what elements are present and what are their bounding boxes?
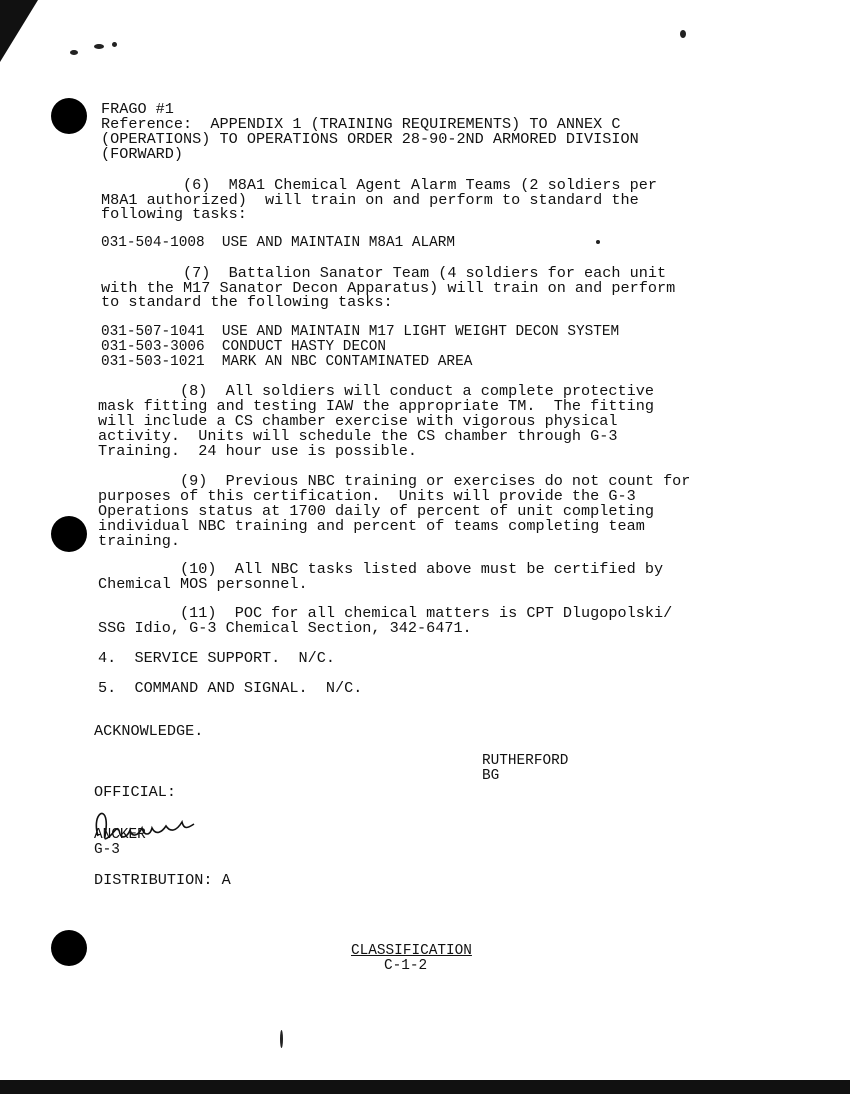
paragraph-line: will include a CS chamber exercise with vigorous physical (98, 412, 618, 430)
scan-bottom-edge (0, 1080, 850, 1094)
paragraph-line: (11) POC for all chemical matters is CPT Dlugopolski/ (98, 604, 673, 622)
official-office: G-3 (94, 842, 120, 858)
paragraph-line: Chemical MOS personnel. (98, 575, 308, 593)
task-line: 031-507-1041 USE AND MAINTAIN M17 LIGHT WEIGHT DECON SYSTEM (101, 324, 620, 340)
scan-speck (70, 50, 78, 55)
distribution-line: DISTRIBUTION: A (94, 871, 231, 889)
reference-line: Reference: APPENDIX 1 (TRAINING REQUIREMENTS) TO ANNEX C (101, 115, 621, 133)
paragraph-line: following tasks: (101, 205, 247, 223)
paragraph-line: (7) Battalion Sanator Team (4 soldiers for each unit (101, 264, 667, 282)
paragraph-line: (6) M8A1 Chemical Agent Alarm Teams (2 soldiers per (101, 176, 657, 194)
page-number: C-1-2 (384, 958, 428, 974)
punch-hole-bottom (51, 930, 87, 966)
paragraph-line: SSG Idio, G-3 Chemical Section, 342-6471. (98, 619, 472, 637)
punch-hole-middle (51, 516, 87, 552)
paragraph-line: mask fitting and testing IAW the appropriate TM. The fitting (98, 397, 654, 415)
scan-corner-shadow (0, 0, 60, 80)
paragraph-line: (9) Previous NBC training or exercises do not count for (98, 472, 691, 490)
paragraph-line: M8A1 authorized) will train on and perform to standard the (101, 191, 639, 209)
section-line: 4. SERVICE SUPPORT. N/C. (98, 649, 335, 667)
punch-hole-top (51, 98, 87, 134)
commander-name: RUTHERFORD (482, 753, 569, 769)
acknowledge-line: ACKNOWLEDGE. (94, 722, 204, 740)
paragraph-line: (8) All soldiers will conduct a complete protective (98, 382, 654, 400)
official-name: ANCKER (94, 827, 146, 843)
paragraph-line: (10) All NBC tasks listed above must be certified by (98, 560, 664, 578)
scan-speck (680, 30, 686, 38)
official-label: OFFICIAL: (94, 783, 177, 801)
paragraph-line: to standard the following tasks: (101, 293, 393, 311)
paragraph-line: individual NBC training and percent of teams completing team (98, 517, 645, 535)
reference-line: (OPERATIONS) TO OPERATIONS ORDER 28-90-2ND ARMORED DIVISION (101, 130, 639, 148)
task-line: 031-503-3006 CONDUCT HASTY DECON (101, 339, 386, 355)
paragraph-line: purposes of this certification. Units will provide the G-3 (98, 487, 636, 505)
section-line: 5. COMMAND AND SIGNAL. N/C. (98, 679, 363, 697)
task-line: 031-504-1008 USE AND MAINTAIN M8A1 ALARM (101, 235, 456, 251)
scan-speck (112, 42, 117, 47)
paragraph-line: with the M17 Sanator Decon Apparatus) will train on and perform (101, 279, 676, 297)
task-line: 031-503-1021 MARK AN NBC CONTAMINATED AREA (101, 354, 473, 370)
scan-speck (280, 1030, 283, 1048)
reference-line: (FORWARD) (101, 145, 184, 163)
paragraph-line: Training. 24 hour use is possible. (98, 442, 417, 460)
frago-label: FRAGO #1 (101, 100, 174, 118)
scan-speck (596, 240, 600, 244)
classification-marking: CLASSIFICATION (351, 943, 472, 959)
paragraph-line: Operations status at 1700 daily of percent of unit completing (98, 502, 654, 520)
paragraph-line: activity. Units will schedule the CS chamber through G-3 (98, 427, 618, 445)
commander-rank: BG (482, 768, 500, 784)
paragraph-line: training. (98, 532, 181, 550)
scan-speck (94, 44, 104, 49)
